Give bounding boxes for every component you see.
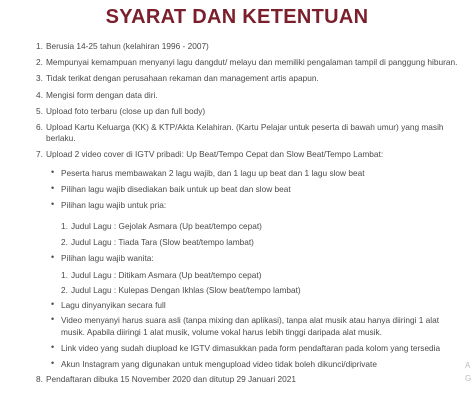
page-title: SYARAT DAN KETENTUAN (105, 6, 369, 28)
list-item: Mempunyai kemampuan menyanyi lagu dangdut/ melayu dan memiliki pengalaman tampil di panggung hiburan. (46, 57, 458, 67)
bullet-item: Peserta harus membawakan 2 lagu wajib, dan 1 lagu up beat dan 1 lagu slow beat (61, 168, 365, 178)
list-item: Pendaftaran dibuka 15 November 2020 dan ditutup 29 Januari 2021 (46, 374, 297, 384)
watermark-letter: A (465, 361, 471, 370)
bullet-item: Pilihan lagu wajib untuk pria: (61, 200, 167, 210)
item-number: 4. (36, 90, 43, 100)
list-item: Upload Kartu Keluarga (KK) & KTP/Akta Kelahiran. (Kartu Pelajar untuk peserta di bawah umur) yang masih (46, 122, 444, 132)
list-item: Mengisi form dengan data diri. (46, 90, 158, 100)
song-item: Judul Lagu : Tiada Tara (Slow beat/tempo lambat) (71, 237, 254, 247)
bullet-dot: • (51, 167, 55, 177)
list-item: Berusia 14-25 tahun (kelahiran 1996 - 2007) (46, 41, 209, 51)
list-item: Upload foto terbaru (close up dan full body) (46, 106, 206, 116)
item-number: 3. (36, 73, 43, 83)
bullet-dot: • (51, 342, 55, 352)
song-number: 2. (61, 285, 68, 295)
bullet-item: Akun Instagram yang digunakan untuk mengupload video tidak boleh dikunci/diprivate (61, 359, 377, 369)
bullet-dot: • (51, 358, 55, 368)
bullet-item: Link video yang sudah diupload ke IGTV dimasukkan pada form pendaftaran pada kolom yang tersedia (61, 343, 441, 353)
song-item: Judul Lagu : Kulepas Dengan Ikhlas (Slow beat/tempo lambat) (71, 285, 301, 295)
list-item: Tidak terikat dengan perusahaan rekaman dan management artis apapun. (46, 73, 319, 83)
bullet-item-continuation: musik. Apabila diiringi 1 alat musik, volume vokal harus lebih tinggi daripada alat musik. (61, 327, 382, 337)
item-number: 1. (36, 41, 43, 51)
bullet-dot: • (51, 314, 55, 324)
item-number: 2. (36, 57, 43, 67)
song-item: Judul Lagu : Ditikam Asmara (Up beat/tempo cepat) (71, 270, 262, 280)
bullet-item: Pilihan lagu wajib disediakan baik untuk up beat dan slow beat (61, 184, 291, 194)
list-item-continuation: berlaku. (46, 133, 76, 143)
bullet-item: Video menyanyi harus suara asli (tanpa mixing dan aplikasi), tanpa alat musik atau hanya diiringi 1 alat (61, 315, 440, 325)
bullet-item: Lagu dinyanyikan secara full (61, 300, 166, 310)
item-number: 6. (36, 122, 43, 132)
item-number: 7. (36, 149, 43, 159)
bullet-dot: • (51, 183, 55, 193)
song-number: 2. (61, 237, 68, 247)
item-number: 5. (36, 106, 43, 116)
song-number: 1. (61, 270, 68, 280)
song-number: 1. (61, 221, 68, 231)
song-item: Judul Lagu : Gejolak Asmara (Up beat/tempo cepat) (71, 221, 262, 231)
bullet-dot: • (51, 299, 55, 309)
list-item: Upload 2 video cover di IGTV pribadi: Up Beat/Tempo Cepat dan Slow Beat/Tempo Lambat: (46, 149, 384, 159)
item-number: 8. (36, 374, 43, 384)
bullet-dot: • (51, 252, 55, 262)
bullet-dot: • (51, 199, 55, 209)
watermark-letter: G (465, 374, 472, 383)
bullet-item: Pilihan lagu wajib wanita: (61, 253, 154, 263)
